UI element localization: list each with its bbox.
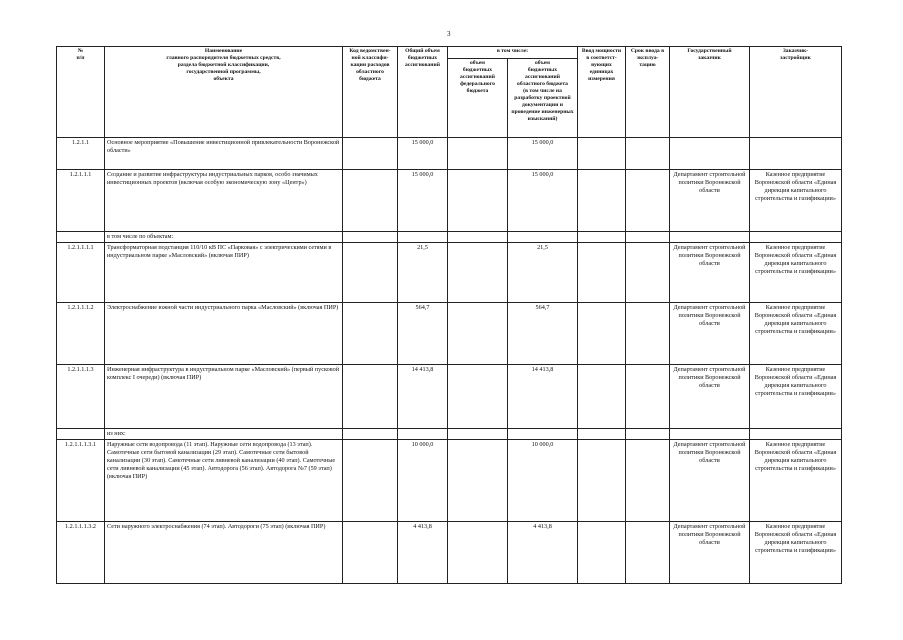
- row-customer: Департамент строительной политики Воронежской области: [670, 170, 750, 232]
- row-term: [626, 243, 670, 303]
- row-developer: [750, 138, 842, 170]
- row-number: 1.2.1.1.1.3.2: [57, 522, 105, 584]
- row-customer: Департамент строительной политики Воронежской области: [670, 440, 750, 522]
- row-total: 21,5: [398, 243, 448, 303]
- row-number: 1.2.1.1.1: [57, 170, 105, 232]
- row-term: [626, 365, 670, 429]
- empty-cell: [626, 429, 670, 440]
- table-row: [57, 440, 842, 522]
- row-name: из них:: [105, 429, 343, 440]
- row-term: [626, 440, 670, 522]
- header-federal: объем бюджетных ассигнований федерального бюджета: [448, 59, 508, 138]
- row-federal: [448, 138, 508, 170]
- empty-cell: [508, 232, 578, 243]
- header-term: Срок ввода в эксплуа- тацию: [626, 47, 670, 138]
- header-regional: объем бюджетных ассигнований областного бюджета (в том числе на разработку проектной документации и проведение инженерных изысканий): [508, 59, 578, 138]
- empty-cell: [343, 232, 398, 243]
- row-term: [626, 170, 670, 232]
- row-developer: Казенное предприятие Воронежской области «Единая дирекция капитального строительства и газификации»: [750, 170, 842, 232]
- row-code: [343, 170, 398, 232]
- row-name: Электроснабжение южной части индустриального парка «Масловский» (включая ПИР): [105, 303, 343, 365]
- row-federal: [448, 170, 508, 232]
- row-regional: 15 000,0: [508, 170, 578, 232]
- row-regional: 21,5: [508, 243, 578, 303]
- table-row: [57, 303, 842, 365]
- row-number: [57, 232, 105, 243]
- row-capacity: [578, 522, 626, 584]
- row-regional: 10 000,0: [508, 440, 578, 522]
- table-row: [57, 138, 842, 170]
- row-number: 1.2.1.1.1.1: [57, 243, 105, 303]
- row-developer: Казенное предприятие Воронежской области «Единая дирекция капитального строительства и газификации»: [750, 365, 842, 429]
- row-federal: [448, 303, 508, 365]
- row-total: 10 000,0: [398, 440, 448, 522]
- row-regional: 4 413,8: [508, 522, 578, 584]
- header-code: Код ведомствен- ной классифи- кации расходов областного бюджета: [343, 47, 398, 138]
- row-name: Основное мероприятие «Повышение инвестиционной привлекательности Воронежской области»: [105, 138, 343, 170]
- budget-table: [56, 46, 842, 584]
- empty-cell: [578, 232, 626, 243]
- row-number: [57, 429, 105, 440]
- row-capacity: [578, 365, 626, 429]
- row-total: 4 413,8: [398, 522, 448, 584]
- table-row: [57, 522, 842, 584]
- row-term: [626, 303, 670, 365]
- empty-cell: [750, 232, 842, 243]
- row-customer: Департамент строительной политики Воронежской области: [670, 243, 750, 303]
- row-code: [343, 138, 398, 170]
- row-number: 1.2.1.1.1.3.1: [57, 440, 105, 522]
- row-customer: Департамент строительной политики Воронежской области: [670, 522, 750, 584]
- row-number: 1.2.1.1.1.2: [57, 303, 105, 365]
- row-term: [626, 522, 670, 584]
- header-customer: Государственный заказчик: [670, 47, 750, 138]
- row-total: 15 000,0: [398, 170, 448, 232]
- row-federal: [448, 243, 508, 303]
- row-developer: Казенное предприятие Воронежской области «Единая дирекция капитального строительства и газификации»: [750, 303, 842, 365]
- row-capacity: [578, 243, 626, 303]
- row-code: [343, 522, 398, 584]
- row-total: 564,7: [398, 303, 448, 365]
- row-regional: 15 000,0: [508, 138, 578, 170]
- header-total: Общий объем бюджетных ассигнований: [398, 47, 448, 138]
- row-name: Наружные сети водопровода (11 этап). Наружные сети водопровода (13 этап). Самотечные сети бытовой канализации (29 этап). Самотечные сети бытовой канализации (30 этап). Самотечные сети ливневой канализации (40 этап). Самотечные сети ливневой канализации (45 этап). Автодорога (56 этап). Автодорога №7 (59 этап) (включая ПИР): [105, 440, 343, 522]
- page-number: 3: [447, 30, 451, 38]
- header-developer: Заказчик- застройщик: [750, 47, 842, 138]
- empty-cell: [448, 232, 508, 243]
- row-capacity: [578, 170, 626, 232]
- row-code: [343, 243, 398, 303]
- table-row: [57, 243, 842, 303]
- row-customer: Департамент строительной политики Воронежской области: [670, 303, 750, 365]
- row-federal: [448, 365, 508, 429]
- row-code: [343, 440, 398, 522]
- empty-cell: [508, 429, 578, 440]
- separator-row: [57, 232, 842, 243]
- row-capacity: [578, 440, 626, 522]
- row-capacity: [578, 303, 626, 365]
- empty-cell: [398, 429, 448, 440]
- row-name: Инженерная инфраструктура в индустриальном парке «Масловский» (первый пусковой комплекс I очереди) (включая ПИР): [105, 365, 343, 429]
- row-customer: [670, 138, 750, 170]
- header-capacity: Ввод мощности в соответст- вующих единицах измерения: [578, 47, 626, 138]
- empty-cell: [448, 429, 508, 440]
- header-num: № п/п: [57, 47, 105, 138]
- row-regional: 564,7: [508, 303, 578, 365]
- separator-row: [57, 429, 842, 440]
- table-body: [57, 138, 842, 584]
- row-developer: Казенное предприятие Воронежской области «Единая дирекция капитального строительства и газификации»: [750, 243, 842, 303]
- row-term: [626, 138, 670, 170]
- row-total: 15 000,0: [398, 138, 448, 170]
- empty-cell: [670, 232, 750, 243]
- row-regional: 14 413,8: [508, 365, 578, 429]
- row-customer: Департамент строительной политики Воронежской области: [670, 365, 750, 429]
- empty-cell: [626, 232, 670, 243]
- row-capacity: [578, 138, 626, 170]
- header-including: в том числе:: [448, 47, 578, 59]
- row-name: Сети наружного электроснабжения (74 этап). Автодороги (75 этап) (включая ПИР): [105, 522, 343, 584]
- table-row: [57, 365, 842, 429]
- row-developer: Казенное предприятие Воронежской области «Единая дирекция капитального строительства и газификации»: [750, 440, 842, 522]
- row-developer: Казенное предприятие Воронежской области «Единая дирекция капитального строительства и газификации»: [750, 522, 842, 584]
- row-name: Трансформаторная подстанция 110/10 кВ ПС «Парковая» с электрическими сетями в индустриальном парке «Масловский» (включая ПИР): [105, 243, 343, 303]
- row-number: 1.2.1.1: [57, 138, 105, 170]
- empty-cell: [750, 429, 842, 440]
- row-federal: [448, 440, 508, 522]
- row-code: [343, 365, 398, 429]
- row-code: [343, 303, 398, 365]
- empty-cell: [578, 429, 626, 440]
- empty-cell: [670, 429, 750, 440]
- header-name: Наименование главного распорядителя бюджетных средств, раздела бюджетной классификации, государственной программы, объекта: [105, 47, 343, 138]
- row-number: 1.2.1.1.1.3: [57, 365, 105, 429]
- row-name: Создание и развитие инфраструктуры индустриальных парков, особо значимых инвестиционных проектов (включая особую экономическую зону «Центр»): [105, 170, 343, 232]
- row-name: в том числе по объектам:: [105, 232, 343, 243]
- row-federal: [448, 522, 508, 584]
- empty-cell: [398, 232, 448, 243]
- row-total: 14 413,8: [398, 365, 448, 429]
- empty-cell: [343, 429, 398, 440]
- table-row: [57, 170, 842, 232]
